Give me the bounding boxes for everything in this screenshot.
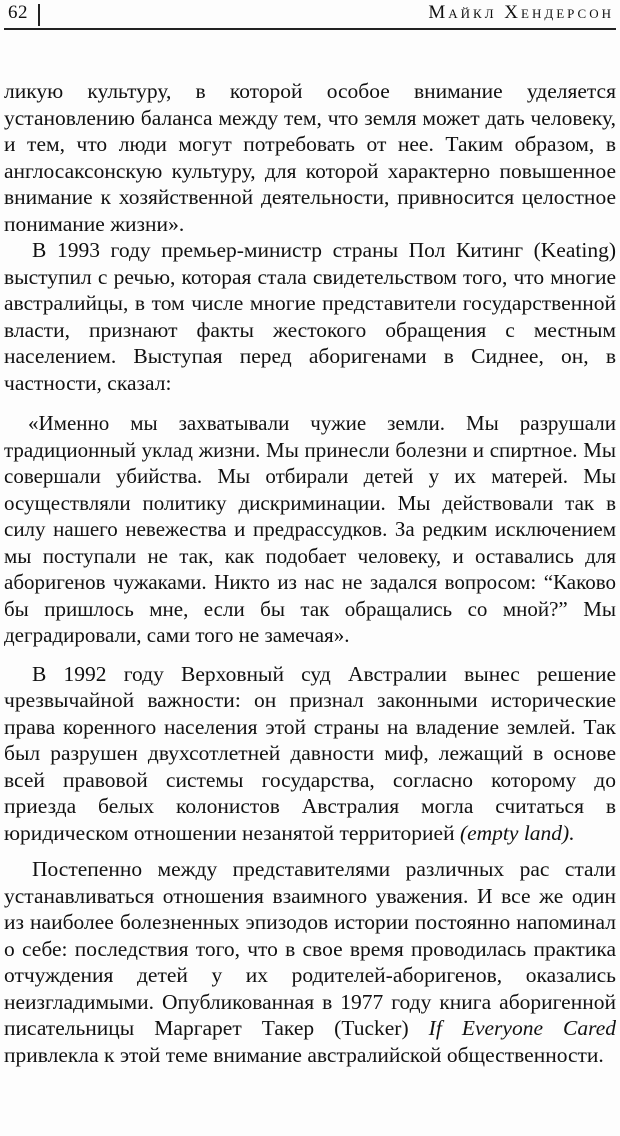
italic-term: (empty land). [459, 820, 575, 845]
header-divider [38, 4, 40, 26]
page-header [4, 0, 616, 30]
page-number: 62 [8, 2, 28, 23]
paragraph-relations [4, 856, 616, 1068]
book-title-italic: If Everyone Cared [428, 1016, 616, 1040]
paragraph-text: В 1992 году Верховный суд Австралии вынес решение чрезвычайной важности: он признал законными исторические права коренного населения этой страны на владение землей. Так был разрушен двухсотлетней давности миф, лежащий в основе всей правовой системы государства, согласно которому до приезда белых колонистов Австралия могла считаться в юридическом отношении незанятой территорией [4, 661, 616, 845]
paragraph-high-court [4, 661, 616, 847]
running-head-author: Майкл Хендерсон [428, 2, 614, 23]
paragraph-text-end: привлекла к этой теме внимание австралийской общественности. [4, 1042, 604, 1067]
page-body [4, 78, 616, 1068]
block-quote: «Именно мы захватывали чужие земли. Мы разрушали традиционный уклад жизни. Мы принесли болезни и спиртное. Мы совершали убийства. Мы отбирали детей у их матерей. Мы осуществляли политику дискриминации. Мы действовали так в силу нашего невежества и предрассудков. За редким исключением мы поступали не так, как подобает человеку, и оставались для аборигенов чужаками. Никто из нас не задался вопросом: “Каково бы пришлось мне, если бы так обращались со мной?” Мы деградировали, сами того не замечая». [4, 411, 616, 647]
paragraph-text: Постепенно между представителями различных рас стали устанавливаться отношения взаимного уважения. И все же один из наиболее болезненных эпизодов истории постоянно напоминал о себе: последствия того, что в свое время проводилась практика отчуждения детей у их родителей-аборигенов, оказались неизгладимыми. Опубликованная в 1977 году книга аборигенной писательницы Маргарет Такер (Tucker) [4, 857, 616, 1040]
paragraph-keating: В 1993 году премьер-министр страны Пол Китинг (Keating) выступил с речью, которая стала свидетельством того, что многие австралийцы, в том числе многие представители государственной власти, признают факты жестокого обращения с местным населением. Выступая перед аборигенами в Сиднее, он, в частности, сказал: [4, 238, 616, 395]
paragraph-continued: ликую культуру, в которой особое внимание уделяется установлению баланса между тем, что земля может дать человеку, и тем, что люди могут потребовать от нее. Таким образом, в англосаксонскую культуру, для которой характерно повышенное внимание к хозяйственной деятельности, привносится целостное понимание жизни». [4, 79, 616, 236]
